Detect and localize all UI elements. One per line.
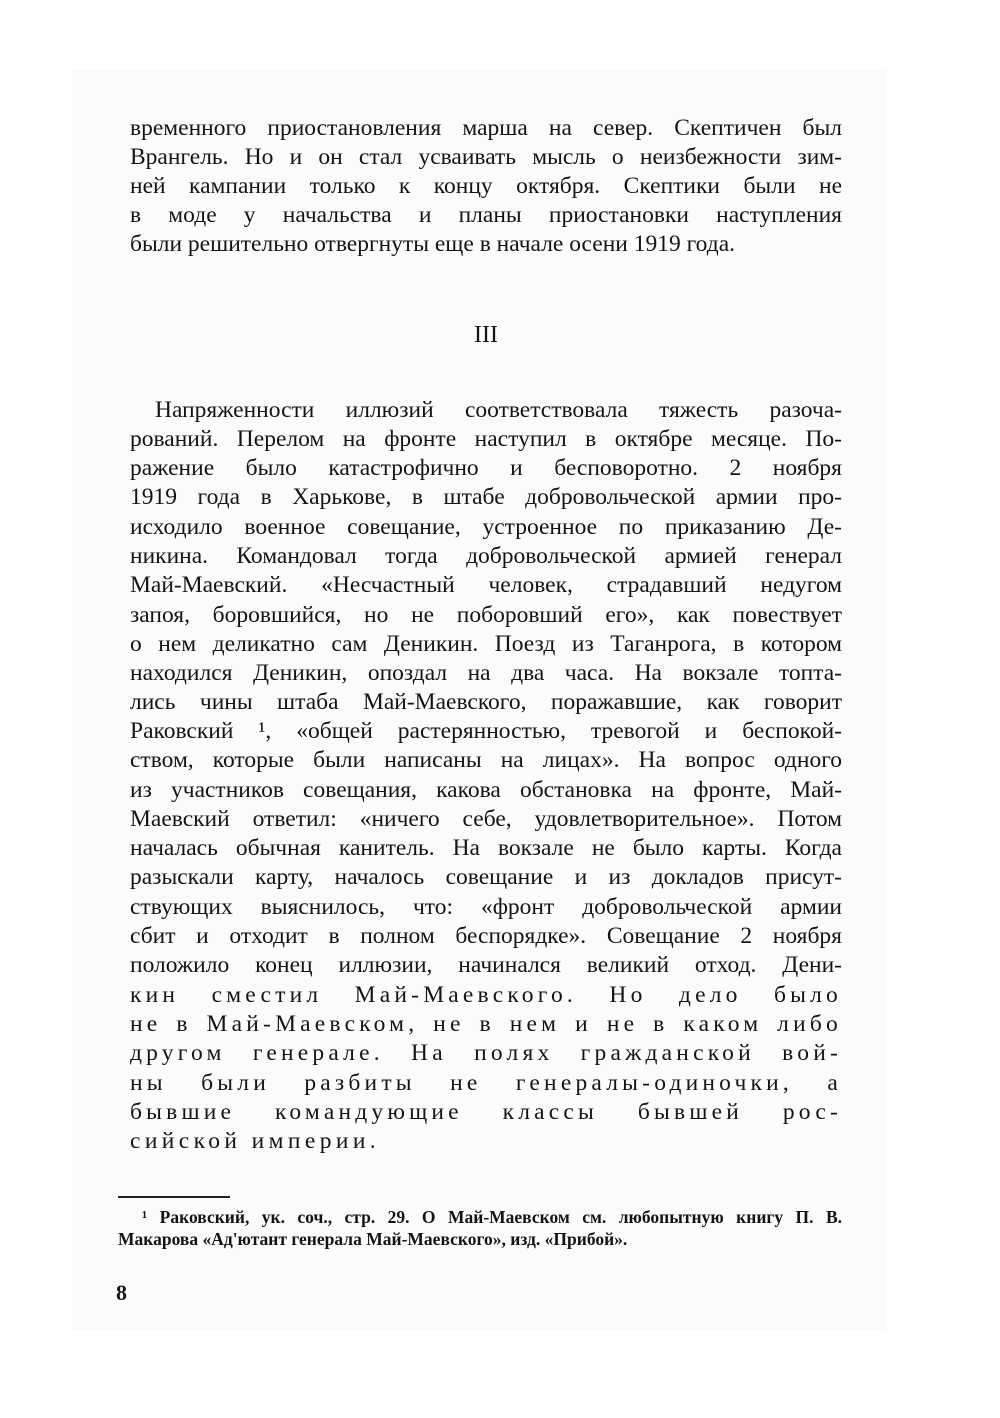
text-line: лись чины штаба Май-Маевского, поражавшие, как говорит — [130, 689, 842, 715]
text-line: запоя, боровшийся, но не поборовший его», как повествует — [130, 602, 842, 628]
text-line: рований. Перелом на фронте наступил в октябре месяце. По- — [130, 426, 842, 452]
text-line: в моде у начальства и планы приостановки наступления — [130, 202, 842, 228]
footnote-line: Макарова «Ад'ютант генерала Май-Маевского», изд. «Прибой». — [118, 1229, 628, 1249]
text-line: разыскали карту, началось совещание и из докладов присут- — [130, 864, 842, 890]
text-line: 1919 года в Харькове, в штабе добровольческой армии про- — [130, 484, 842, 510]
text-line: сбит и отходит в полном беспорядке». Совещание 2 ноября — [130, 923, 842, 949]
text-line: ней кампании только к концу октября. Скептики были не — [130, 173, 842, 199]
text-line: никина. Командовал тогда добровольческой армией генерал — [130, 543, 842, 569]
text-line: ражение было катастрофично и бесповоротно. 2 ноября — [130, 455, 842, 481]
spaced-text-line: ны были разбиты не генералы-одиночки, а — [130, 1070, 842, 1096]
text-line: началась обычная канитель. На вокзале не было карты. Когда — [130, 835, 842, 861]
spaced-text-line: другом генерале. На полях гражданской вой- — [130, 1040, 842, 1066]
text-line: положило конец иллюзии, начинался великий отход. Дени- — [130, 952, 842, 978]
text-line: находился Деникин, опоздал на два часа. На вокзале топта- — [130, 660, 842, 686]
spaced-text-line: не в Май-Маевском, не в нем и не в каком либо — [130, 1011, 842, 1037]
text-line: Май-Маевский. «Несчастный человек, страдавший недугом — [130, 572, 842, 598]
text-line: Врангель. Но и он стал усваивать мысль о неизбежности зим- — [130, 144, 842, 170]
text-line: временного приостановления марша на север. Скептичен был — [130, 115, 842, 141]
page-number: 8 — [116, 1280, 127, 1305]
spaced-text-line: кин сместил Май-Маевского. Но дело было — [130, 982, 842, 1008]
footnote-line: ¹ Раковский, ук. соч., стр. 29. О Май-Маевском см. любопытную книгу П. В. — [142, 1207, 842, 1227]
text-line: о нем деликатно сам Деникин. Поезд из Таганрога, в котором — [130, 631, 842, 657]
text-line: исходило военное совещание, устроенное по приказанию Де- — [130, 514, 842, 540]
section-heading: III — [474, 322, 498, 348]
footnote-rule — [118, 1196, 230, 1198]
spaced-text-line: сийской империи. — [130, 1128, 381, 1154]
text-line: из участников совещания, какова обстановка на фронте, Май- — [130, 777, 842, 803]
text-line: Раковский ¹, «общей растерянностью, тревогой и беспокой- — [130, 718, 842, 744]
text-line: ствующих выяснилось, что: «фронт добровольческой армии — [130, 894, 842, 920]
spaced-text-line: бывшие командующие классы бывшей рос- — [130, 1099, 842, 1125]
text-line: ством, которые были написаны на лицах». На вопрос одного — [130, 747, 842, 773]
text-line: Маевский ответил: «ничего себе, удовлетворительное». Потом — [130, 806, 842, 832]
text-line: были решительно отвергнуты еще в начале осени 1919 года. — [130, 231, 735, 257]
text-line: Напряженности иллюзий соответствовала тяжесть разоча- — [155, 397, 842, 423]
